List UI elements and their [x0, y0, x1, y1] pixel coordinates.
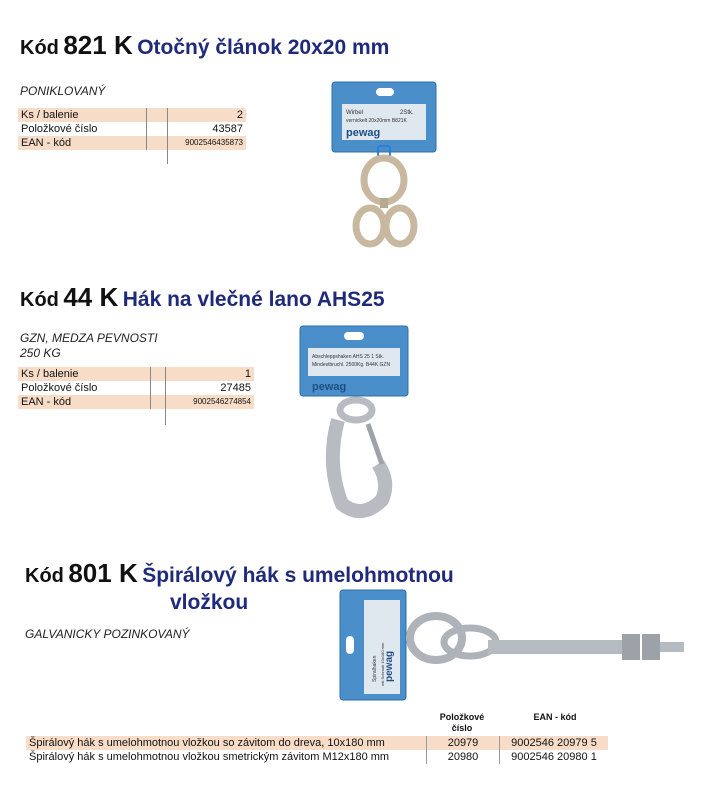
table-row	[26, 736, 608, 750]
product-2-spec-table	[18, 367, 254, 409]
spec-label: Položkové číslo	[21, 123, 98, 135]
spec-row	[18, 395, 254, 409]
spec-label: Položkové číslo	[21, 382, 98, 394]
spec-row	[18, 136, 246, 150]
product-name: Otočný článok 20x20 mm	[137, 36, 390, 59]
spec-label: EAN - kód	[18, 395, 151, 409]
spec-value: 2	[146, 108, 246, 122]
product-code: 801 K	[68, 558, 138, 588]
brand-logo: pewag	[312, 381, 347, 393]
variant-item-number: 20979	[427, 736, 500, 750]
spec-row	[18, 108, 246, 122]
product-1-title	[20, 30, 389, 61]
kod-label: Kód	[20, 37, 59, 59]
kod-label: Kód	[25, 565, 64, 587]
product-code: 821 K	[63, 30, 133, 60]
product-2-title	[20, 282, 385, 313]
card-text: Mindestbruchl. 2500Kg. B44K GZN	[312, 362, 391, 368]
note-line: 250 KG	[20, 346, 61, 360]
table-row	[26, 750, 608, 764]
product-name: Hák na vlečné lano AHS25	[122, 288, 385, 311]
spec-row	[18, 367, 254, 381]
card-text: Abschleppshaken AHS 25 1 Stk.	[312, 354, 384, 360]
product-code: 44 K	[63, 282, 119, 312]
product-3-note: GALVANICKY POZINKOVANÝ	[25, 627, 190, 641]
product-2-note	[20, 331, 158, 361]
divider	[167, 108, 168, 164]
spec-value: 9002546274854	[151, 395, 254, 409]
card-text: Spiralhaken	[372, 655, 378, 682]
product-name-cont: vložkou	[170, 591, 249, 614]
product-3-variants-table	[26, 736, 608, 764]
spec-label: EAN - kód	[18, 136, 146, 150]
brand-logo: pewag	[384, 650, 395, 682]
variant-ean: 9002546 20979 5	[500, 736, 609, 750]
variant-ean: 9002546 20980 1	[500, 750, 609, 764]
spec-label: Ks / balenie	[18, 367, 151, 381]
card-text: mit Schraub 10x180 mm	[380, 642, 385, 686]
spec-row	[18, 122, 246, 136]
product-3-title	[25, 558, 454, 589]
tow-hook-product-image	[298, 324, 412, 520]
product-1-note: PONIKLOVANÝ	[20, 84, 106, 98]
spec-value: 43587	[146, 122, 246, 136]
column-header-ean: EAN - kód	[533, 712, 577, 722]
column-header-item-number: Položkové číslo	[439, 712, 485, 733]
variant-description: Špirálový hák s umelohmotnou vložkou so závitom do dreva, 10x180 mm	[26, 736, 427, 750]
card-text: Wirbel	[346, 110, 364, 116]
card-text: vernickelt 20x20mm B821K	[346, 118, 407, 124]
product-1-spec-table	[18, 108, 246, 150]
spec-label: Ks / balenie	[18, 108, 146, 122]
spiral-hook-product-image	[338, 586, 688, 704]
kod-label: Kód	[20, 289, 59, 311]
swivel-product-image	[330, 78, 440, 250]
brand-logo: pewag	[346, 127, 381, 139]
note-line: GZN, MEDZA PEVNOSTI	[20, 331, 158, 345]
spec-row	[18, 381, 254, 395]
spec-value: 27485	[151, 381, 254, 395]
product-name: Špirálový hák s umelohmotnou	[142, 564, 454, 587]
divider	[165, 367, 166, 425]
variant-item-number: 20980	[427, 750, 500, 764]
card-text: 2Stk.	[400, 110, 414, 116]
spec-value: 9002546435873	[146, 136, 246, 150]
variant-description: Špirálový hák s umelohmotnou vložkou smetrickým závitom M12x180 mm	[29, 751, 390, 763]
spec-value: 1	[151, 367, 254, 381]
